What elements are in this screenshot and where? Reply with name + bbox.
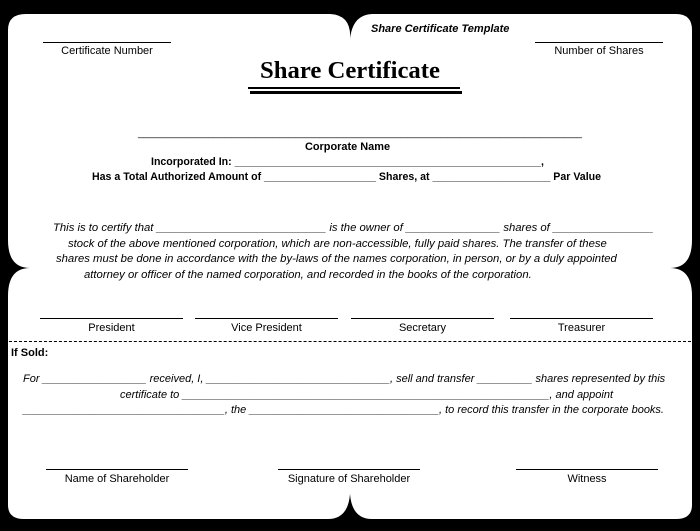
name-of-shareholder-label: Name of Shareholder <box>64 473 170 485</box>
signature-of-shareholder-label: Signature of Shareholder <box>287 473 411 485</box>
incorporated-in-field: Incorporated In: ____________________________________________________, <box>151 156 544 168</box>
president-label: President <box>88 322 135 334</box>
if-sold-divider <box>4 341 696 342</box>
witness-signature-line <box>516 469 658 470</box>
if-sold-line-1: For _________________ received, I, ______________________________, sell and transfer _________ shares represented by this <box>23 373 666 385</box>
title-underline <box>248 87 460 89</box>
if-sold-line-2: certificate to ____________________________________________________________, and appoint <box>120 389 614 401</box>
page-title: Share Certificate <box>260 57 440 84</box>
certify-line-4: attorney or officer of the named corporation, and recorded in the books of the corporation. <box>84 269 532 281</box>
president-signature-line <box>40 318 183 319</box>
vice-president-label: Vice President <box>231 322 302 334</box>
if-sold-line-3: _________________________________, the _______________________________, to record this transfer in the corporate books. <box>23 404 664 416</box>
secretary-label: Secretary <box>398 322 447 334</box>
certificate-number-label: Certificate Number <box>61 45 153 57</box>
treasurer-label: Treasurer <box>557 322 606 334</box>
number-of-shares-label: Number of Shares <box>554 45 644 57</box>
treasurer-signature-line <box>510 318 653 319</box>
certify-line-2: stock of the above mentioned corporation, which are non-accessible, fully paid shares. The transfer of these <box>68 238 607 250</box>
signature-of-shareholder-line <box>278 469 420 470</box>
witness-label: Witness <box>567 473 607 485</box>
secretary-signature-line <box>351 318 494 319</box>
vice-president-signature-line <box>195 318 338 319</box>
authorized-amount-field: Has a Total Authorized Amount of ___________________ Shares, at ____________________ Par Value <box>92 171 601 183</box>
if-sold-label: If Sold: <box>11 347 49 359</box>
corporate-name-label: Corporate Name <box>304 141 391 153</box>
number-of-shares-line <box>535 42 663 43</box>
title-underline-shadow <box>250 91 462 94</box>
certify-line-1: This is to certify that ___________________________ is the owner of _______________ shares of ________________ <box>53 222 654 234</box>
corporate-name-line: ____________________________________________________________________________ <box>138 127 582 139</box>
certificate-number-line <box>43 42 171 43</box>
template-label: Share Certificate Template <box>371 23 510 35</box>
name-of-shareholder-line <box>46 469 188 470</box>
certificate-panel <box>8 14 692 519</box>
certify-line-3: shares must be done in accordance with the by-laws of the names corporation, in person, or by a duly appointed <box>56 253 617 265</box>
